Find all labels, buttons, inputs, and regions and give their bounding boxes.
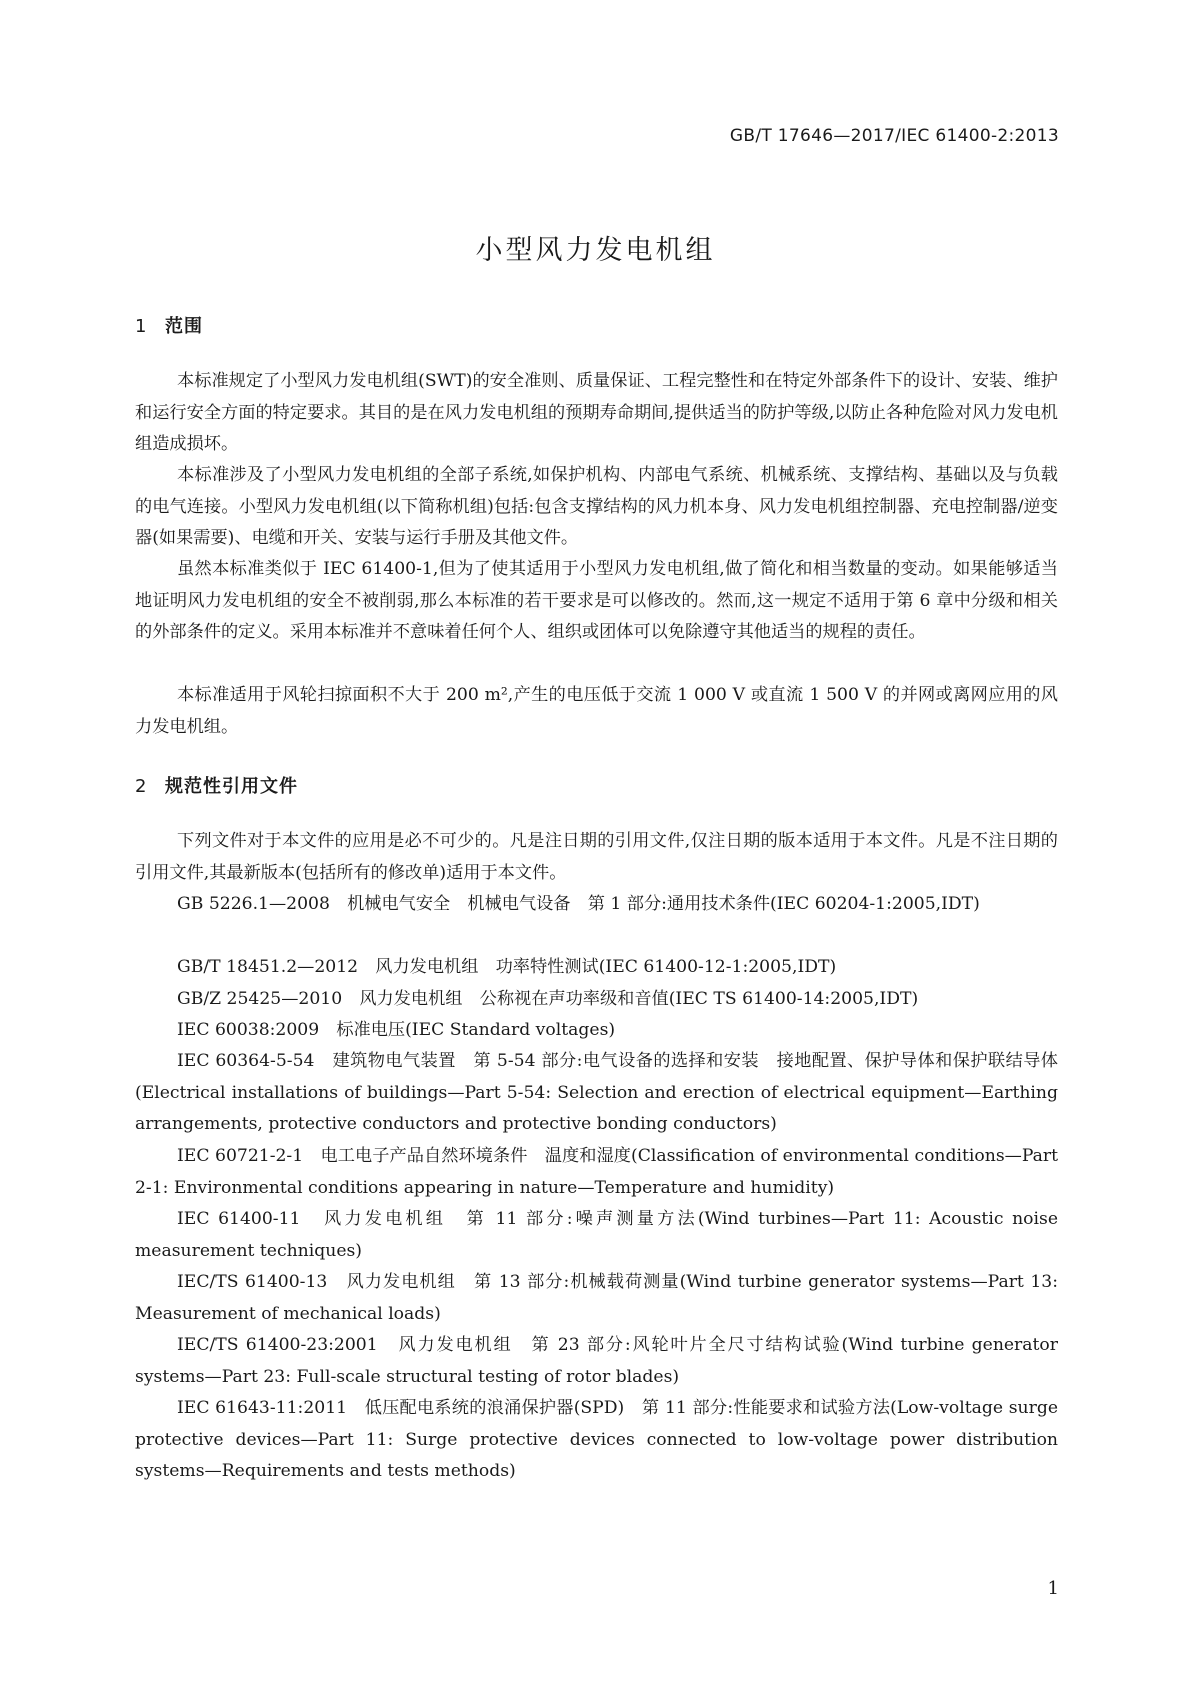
section-1-heading (135, 312, 203, 338)
reference-item: GB/Z 25425—2010 风力发电机组 公称视在声功率级和音值(IEC TS 61400-14:2005,IDT) (177, 989, 919, 1009)
scope-paragraph-4: 本标准适用于风轮扫掠面积不大于 200 m²,产生的电压低于交流 1 000 V 或直流 1 500 V 的并网或离网应用的风力发电机组。 (135, 685, 1058, 737)
section-1-title: 范围 (165, 316, 203, 337)
standard-code: GB/T 17646—2017/IEC 61400-2:2013 (729, 126, 1059, 146)
reference-item: GB 5226.1—2008 机械电气安全 机械电气设备 第 1 部分:通用技术条件(IEC 60204-1:2005,IDT) (177, 894, 980, 914)
reference-item: IEC 60721-2-1 电工电子产品自然环境条件 温度和湿度(Classification of environmental conditions—Part 2-1: Environmental conditions appearing in nature—Temperature and humidity) (135, 1146, 1058, 1198)
document-title: 小型风力发电机组 (475, 235, 716, 266)
scope-paragraph-2: 本标准涉及了小型风力发电机组的全部子系统,如保护机构、内部电气系统、机械系统、支撑结构、基础以及与负载的电气连接。小型风力发电机组(以下简称机组)包括:包含支撑结构的风力机本身、风力发电机组控制器、充电控制器/逆变器(如果需要)、电缆和开关、安装与运行手册及其他文件。 (135, 465, 1058, 548)
section-1-number: 1 (135, 316, 147, 337)
section-2-number: 2 (135, 776, 147, 797)
scope-paragraph-1: 本标准规定了小型风力发电机组(SWT)的安全准则、质量保证、工程完整性和在特定外部条件下的设计、安装、维护和运行安全方面的特定要求。其目的是在风力发电机组的预期寿命期间,提供适当的防护等级,以防止各种危险对风力发电机组造成损坏。 (135, 371, 1058, 454)
reference-item: IEC/TS 61400-13 风力发电机组 第 13 部分:机械载荷测量(Wind turbine generator systems—Part 13: Measurement of mechanical loads) (135, 1272, 1058, 1324)
section-2-title: 规范性引用文件 (165, 776, 298, 797)
page-number: 1 (1047, 1578, 1059, 1599)
reference-item: GB/T 18451.2—2012 风力发电机组 功率特性测试(IEC 61400-12-1:2005,IDT) (177, 957, 837, 977)
reference-item: IEC 60038:2009 标准电压(IEC Standard voltages) (177, 1020, 616, 1040)
scope-paragraph-3: 虽然本标准类似于 IEC 61400-1,但为了使其适用于小型风力发电机组,做了简化和相当数量的变动。如果能够适当地证明风力发电机组的安全不被削弱,那么本标准的若干要求是可以修改的。然而,这一规定不适用于第 6 章中分级和相关的外部条件的定义。采用本标准并不意味着任何个人、组织或团体可以免除遵守其他适当的规程的责任。 (135, 559, 1058, 642)
reference-item: IEC 60364-5-54 建筑物电气装置 第 5-54 部分:电气设备的选择和安装 接地配置、保护导体和保护联结导体(Electrical installations of buildings—Part 5-54: Selection and erection of electrical equipment—Earthing arrangements, protective conductors and protective bonding conductors) (135, 1051, 1058, 1134)
reference-item: IEC 61400-11 风力发电机组 第 11 部分:噪声测量方法(Wind turbines—Part 11: Acoustic noise measurement techniques) (135, 1209, 1058, 1261)
reference-item: IEC 61643-11:2011 低压配电系统的浪涌保护器(SPD) 第 11 部分:性能要求和试验方法(Low-voltage surge protective devices—Part 11: Surge protective devices connected to low-voltage power distribution systems—Requirements and tests methods) (135, 1398, 1058, 1481)
references-intro: 下列文件对于本文件的应用是必不可少的。凡是注日期的引用文件,仅注日期的版本适用于本文件。凡是不注日期的引用文件,其最新版本(包括所有的修改单)适用于本文件。 (135, 831, 1058, 883)
reference-item: IEC/TS 61400-23:2001 风力发电机组 第 23 部分:风轮叶片全尺寸结构试验(Wind turbine generator systems—Part 23: Full-scale structural testing of rotor blades) (135, 1335, 1058, 1387)
section-2-heading (135, 772, 298, 798)
